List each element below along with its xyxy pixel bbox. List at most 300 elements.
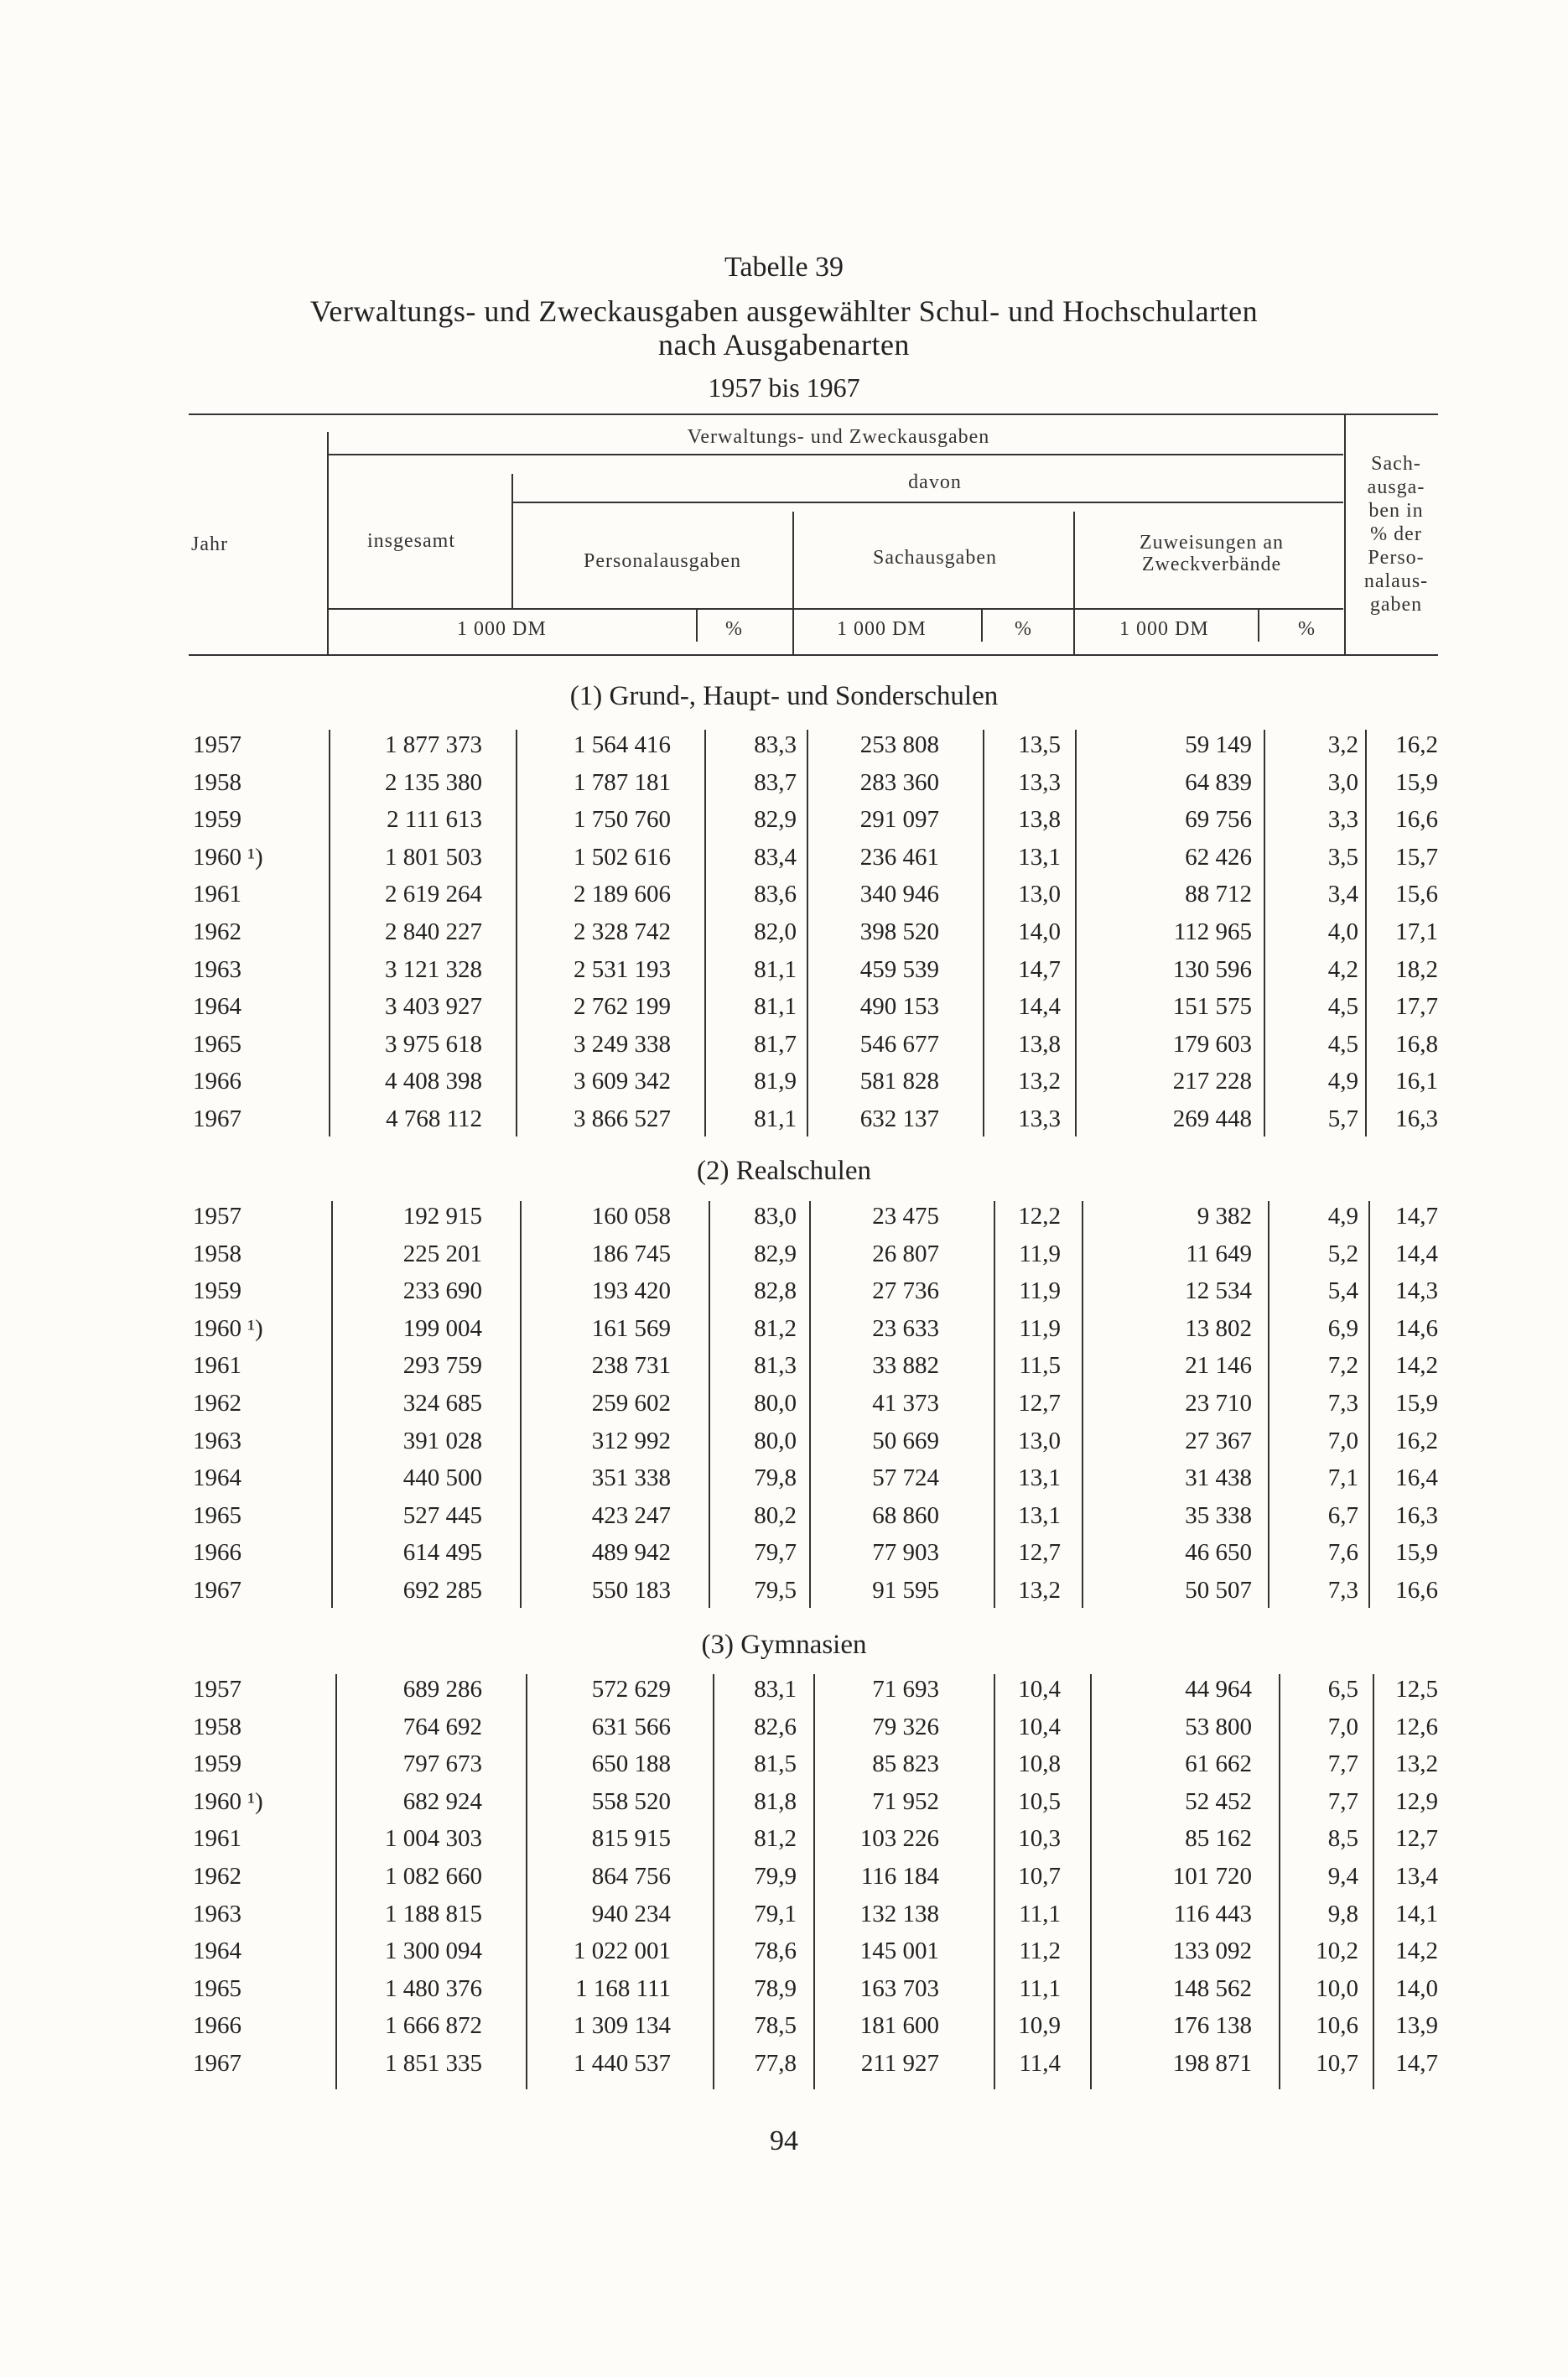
header-ratio-l1: Sach- (1371, 453, 1421, 475)
cell-personal: 351 338 (591, 1464, 671, 1492)
cell-year: 1958 (193, 768, 241, 796)
header-davon: davon (908, 471, 962, 493)
cell-zuweisungen-pct: 3,5 (1327, 843, 1358, 871)
cell-personal: 650 188 (591, 1750, 671, 1778)
cell-zuweisungen-pct: 9,4 (1327, 1863, 1358, 1890)
sec0-vsep-2 (516, 730, 517, 1136)
cell-zuweisungen: 88 712 (1185, 881, 1252, 908)
cell-personal-pct: 82,8 (754, 1277, 797, 1305)
cell-personal: 1 502 616 (574, 843, 671, 871)
cell-sach-pct: 12,2 (1018, 1203, 1061, 1230)
cell-year: 1967 (193, 1577, 241, 1604)
header-jahr: Jahr (191, 533, 228, 555)
cell-personal: 423 247 (591, 1501, 671, 1529)
cell-year: 1966 (193, 1068, 241, 1095)
cell-sach: 132 138 (859, 1900, 939, 1927)
section-title-grundschulen: (1) Grund-, Haupt- und Sonderschulen (569, 681, 999, 711)
cell-personal: 2 531 193 (574, 955, 671, 983)
cell-sach-ratio: 16,3 (1395, 1105, 1438, 1132)
cell-personal-pct: 81,3 (754, 1352, 797, 1380)
header-vsep-ins (511, 474, 513, 608)
cell-personal: 558 520 (591, 1787, 671, 1815)
table-row (0, 1241, 1568, 1277)
cell-personal: 193 420 (591, 1277, 671, 1305)
cell-personal-pct: 80,2 (754, 1501, 797, 1529)
cell-zuweisungen: 44 964 (1185, 1676, 1252, 1703)
cell-sach: 236 461 (859, 843, 939, 871)
table-title-line2: nach Ausgabenarten (658, 328, 910, 361)
cell-sach-pct: 14,7 (1018, 955, 1061, 983)
cell-zuweisungen: 85 162 (1185, 1825, 1252, 1853)
cell-year: 1957 (193, 1203, 241, 1230)
sec1-vsep-4 (809, 1201, 811, 1608)
cell-zuweisungen: 179 603 (1172, 1030, 1252, 1058)
cell-sach-pct: 13,0 (1018, 1427, 1061, 1454)
cell-sach-pct: 10,4 (1018, 1676, 1061, 1703)
cell-personal: 1 440 537 (574, 2050, 671, 2077)
cell-zuweisungen-pct: 3,0 (1327, 768, 1358, 796)
cell-sach: 211 927 (860, 2050, 939, 2077)
cell-sach-ratio: 14,2 (1395, 1937, 1438, 1965)
header-top-rule (189, 414, 1438, 415)
cell-year: 1957 (193, 1676, 241, 1703)
cell-year: 1960 ¹) (193, 843, 263, 871)
cell-year: 1963 (193, 1900, 241, 1927)
cell-sach: 71 693 (872, 1676, 939, 1703)
cell-personal-pct: 81,5 (754, 1750, 797, 1778)
cell-sach-ratio: 15,6 (1395, 881, 1438, 908)
cell-insgesamt: 3 121 328 (385, 955, 482, 983)
cell-sach-ratio: 16,6 (1395, 806, 1438, 834)
cell-personal: 1 309 134 (574, 2012, 671, 2040)
cell-year: 1957 (193, 731, 241, 758)
cell-personal: 815 915 (591, 1825, 671, 1853)
table-row (0, 1502, 1568, 1539)
cell-sach-pct: 11,9 (1019, 1314, 1061, 1342)
cell-insgesamt: 527 445 (402, 1501, 482, 1529)
table-row (0, 1714, 1568, 1750)
table-row (0, 1031, 1568, 1068)
cell-zuweisungen-pct: 5,7 (1327, 1105, 1358, 1132)
table-row (0, 2012, 1568, 2049)
cell-insgesamt: 4 768 112 (386, 1105, 482, 1132)
section-title-realschulen: (2) Realschulen (696, 1156, 871, 1186)
table-row (0, 2050, 1568, 2087)
cell-zuweisungen: 52 452 (1185, 1787, 1252, 1815)
sec2-vsep-8 (1373, 1674, 1374, 2089)
cell-zuweisungen-pct: 4,5 (1327, 1030, 1358, 1058)
cell-sach-pct: 13,3 (1018, 1105, 1061, 1132)
cell-zuweisungen-pct: 7,2 (1327, 1352, 1358, 1380)
cell-zuweisungen: 9 382 (1197, 1203, 1252, 1230)
cell-sach-pct: 12,7 (1018, 1390, 1061, 1417)
cell-personal: 312 992 (591, 1427, 671, 1454)
cell-sach-ratio: 13,4 (1395, 1863, 1438, 1890)
cell-sach-ratio: 15,9 (1395, 768, 1438, 796)
cell-zuweisungen-pct: 7,3 (1327, 1577, 1358, 1604)
cell-zuweisungen: 50 507 (1185, 1577, 1252, 1604)
cell-insgesamt: 2 840 227 (385, 918, 482, 945)
table-row (0, 1390, 1568, 1427)
header-vsep-unit3 (1258, 608, 1259, 642)
cell-sach: 85 823 (872, 1750, 939, 1778)
cell-sach-pct: 11,2 (1019, 1937, 1061, 1965)
cell-sach-ratio: 16,2 (1395, 731, 1438, 758)
cell-zuweisungen: 21 146 (1185, 1352, 1252, 1380)
cell-sach-pct: 13,2 (1018, 1068, 1061, 1095)
cell-insgesamt: 2 135 380 (385, 768, 482, 796)
cell-insgesamt: 1 877 373 (385, 731, 482, 758)
header-unit-rule (329, 608, 1343, 610)
cell-sach-pct: 13,5 (1018, 731, 1061, 758)
cell-sach-pct: 11,1 (1019, 1900, 1061, 1927)
cell-zuweisungen-pct: 4,0 (1327, 918, 1358, 945)
table-row (0, 881, 1568, 918)
table-row (0, 918, 1568, 955)
cell-sach: 459 539 (859, 955, 939, 983)
cell-insgesamt: 692 285 (402, 1577, 482, 1604)
cell-insgesamt: 2 111 613 (387, 806, 482, 834)
date-range: 1957 bis 1967 (708, 372, 860, 403)
cell-insgesamt: 1 801 503 (385, 843, 482, 871)
cell-zuweisungen: 23 710 (1185, 1390, 1252, 1417)
cell-insgesamt: 1 480 376 (385, 1974, 482, 2002)
cell-sach-ratio: 15,9 (1395, 1539, 1438, 1567)
cell-personal-pct: 82,6 (754, 1713, 797, 1740)
cell-insgesamt: 614 495 (402, 1539, 482, 1567)
cell-sach-ratio: 16,6 (1395, 1577, 1438, 1604)
cell-insgesamt: 391 028 (402, 1427, 482, 1454)
cell-personal: 259 602 (591, 1390, 671, 1417)
cell-zuweisungen: 61 662 (1185, 1750, 1252, 1778)
cell-sach-ratio: 14,7 (1395, 1203, 1438, 1230)
cell-personal: 572 629 (591, 1676, 671, 1703)
cell-personal-pct: 82,9 (754, 1240, 797, 1267)
unit-dm-2: 1 000 DM (837, 618, 927, 640)
cell-zuweisungen-pct: 10,7 (1316, 2050, 1358, 2077)
cell-sach: 291 097 (859, 806, 939, 834)
cell-zuweisungen: 151 575 (1172, 993, 1252, 1021)
header-vsep-jahr (327, 432, 329, 654)
cell-sach-pct: 11,4 (1019, 2050, 1061, 2077)
cell-sach: 23 475 (872, 1203, 939, 1230)
cell-insgesamt: 3 403 927 (385, 993, 482, 1021)
cell-zuweisungen-pct: 6,7 (1327, 1501, 1358, 1529)
cell-sach: 41 373 (872, 1390, 939, 1417)
table-row (0, 993, 1568, 1030)
cell-personal: 2 762 199 (574, 993, 671, 1021)
cell-sach-pct: 10,9 (1018, 2012, 1061, 2040)
cell-zuweisungen: 35 338 (1185, 1501, 1252, 1529)
header-group: Verwaltungs- und Zweckausgaben (687, 426, 990, 448)
sec1-vsep-2 (520, 1201, 522, 1608)
cell-zuweisungen: 217 228 (1172, 1068, 1252, 1095)
cell-personal-pct: 78,5 (754, 2012, 797, 2040)
cell-personal-pct: 81,2 (754, 1825, 797, 1853)
cell-zuweisungen-pct: 4,9 (1327, 1068, 1358, 1095)
cell-sach: 181 600 (859, 2012, 939, 2040)
cell-sach-pct: 11,5 (1019, 1352, 1061, 1380)
header-vsep-pa (792, 512, 794, 654)
cell-insgesamt: 797 673 (402, 1750, 482, 1778)
cell-sach-ratio: 14,6 (1395, 1314, 1438, 1342)
cell-sach: 91 595 (872, 1577, 939, 1604)
sec2-vsep-1 (335, 1674, 337, 2089)
cell-sach-pct: 11,9 (1019, 1277, 1061, 1305)
unit-dm-3: 1 000 DM (1119, 618, 1209, 640)
sec2-vsep-3 (713, 1674, 714, 2089)
header-ratio-l7: gaben (1369, 594, 1423, 616)
sec0-vsep-4 (807, 730, 808, 1136)
header-vsep-unit2 (981, 608, 983, 642)
cell-insgesamt: 440 500 (402, 1464, 482, 1492)
sec2-vsep-2 (526, 1674, 527, 2089)
cell-sach-ratio: 14,0 (1395, 1974, 1438, 2002)
cell-sach-ratio: 12,5 (1395, 1676, 1438, 1703)
cell-zuweisungen-pct: 7,0 (1327, 1427, 1358, 1454)
cell-sach-ratio: 15,9 (1395, 1390, 1438, 1417)
cell-zuweisungen: 12 534 (1185, 1277, 1252, 1305)
cell-insgesamt: 1 188 815 (385, 1900, 482, 1927)
cell-year: 1966 (193, 2012, 241, 2040)
cell-sach-pct: 13,2 (1018, 1577, 1061, 1604)
cell-personal-pct: 79,9 (754, 1863, 797, 1890)
cell-year: 1959 (193, 1750, 241, 1778)
cell-year: 1964 (193, 1937, 241, 1965)
cell-personal-pct: 83,6 (754, 881, 797, 908)
cell-sach: 253 808 (859, 731, 939, 758)
header-zuweisungen-l1: Zuweisungen an (1140, 532, 1284, 554)
cell-sach-pct: 14,0 (1018, 918, 1061, 945)
table-row (0, 1863, 1568, 1900)
cell-insgesamt: 1 082 660 (385, 1863, 482, 1890)
cell-personal-pct: 81,1 (754, 1105, 797, 1132)
sec1-vsep-5 (994, 1201, 995, 1608)
cell-personal-pct: 81,9 (754, 1068, 797, 1095)
cell-personal: 161 569 (591, 1314, 671, 1342)
cell-sach-ratio: 14,2 (1395, 1352, 1438, 1380)
cell-year: 1963 (193, 955, 241, 983)
table-row (0, 1975, 1568, 2012)
cell-insgesamt: 2 619 264 (385, 881, 482, 908)
header-sach: Sachausgaben (873, 547, 997, 569)
cell-year: 1959 (193, 1277, 241, 1305)
cell-zuweisungen-pct: 6,5 (1327, 1676, 1358, 1703)
cell-year: 1959 (193, 806, 241, 834)
table-row (0, 731, 1568, 768)
table-row (0, 1901, 1568, 1937)
cell-zuweisungen-pct: 10,6 (1316, 2012, 1358, 2040)
cell-zuweisungen: 64 839 (1185, 768, 1252, 796)
cell-year: 1960 ¹) (193, 1787, 263, 1815)
cell-insgesamt: 293 759 (402, 1352, 482, 1380)
cell-zuweisungen: 116 443 (1173, 1900, 1252, 1927)
table-row (0, 1068, 1568, 1105)
sec2-vsep-5 (994, 1674, 995, 2089)
cell-sach: 23 633 (872, 1314, 939, 1342)
cell-personal-pct: 83,4 (754, 843, 797, 871)
cell-insgesamt: 1 300 094 (385, 1937, 482, 1965)
sec1-vsep-7 (1268, 1201, 1269, 1608)
cell-personal-pct: 79,8 (754, 1464, 797, 1492)
sec1-vsep-1 (331, 1201, 333, 1608)
cell-insgesamt: 225 201 (402, 1240, 482, 1267)
cell-personal-pct: 83,1 (754, 1676, 797, 1703)
cell-personal: 3 609 342 (574, 1068, 671, 1095)
cell-sach-pct: 13,1 (1018, 843, 1061, 871)
cell-personal: 1 168 111 (575, 1974, 671, 2002)
cell-personal-pct: 83,7 (754, 768, 797, 796)
header-ratio-l4: % der (1370, 523, 1422, 545)
cell-zuweisungen-pct: 3,3 (1327, 806, 1358, 834)
table-row (0, 769, 1568, 806)
table-row (0, 1539, 1568, 1576)
cell-zuweisungen-pct: 4,2 (1327, 955, 1358, 983)
header-ratio-l5: Perso- (1368, 547, 1425, 569)
cell-year: 1966 (193, 1539, 241, 1567)
cell-sach-pct: 10,3 (1018, 1825, 1061, 1853)
cell-year: 1965 (193, 1501, 241, 1529)
cell-personal: 2 189 606 (574, 881, 671, 908)
cell-sach: 50 669 (872, 1427, 939, 1454)
cell-personal-pct: 79,1 (754, 1900, 797, 1927)
cell-year: 1961 (193, 881, 241, 908)
cell-personal: 3 866 527 (574, 1105, 671, 1132)
table-row (0, 1464, 1568, 1501)
cell-sach: 490 153 (859, 993, 939, 1021)
cell-insgesamt: 1 851 335 (385, 2050, 482, 2077)
cell-personal-pct: 82,9 (754, 806, 797, 834)
cell-year: 1958 (193, 1713, 241, 1740)
cell-sach: 398 520 (859, 918, 939, 945)
cell-sach-pct: 10,5 (1018, 1787, 1061, 1815)
sec1-vsep-6 (1082, 1201, 1083, 1608)
cell-zuweisungen: 53 800 (1185, 1713, 1252, 1740)
table-number: Tabelle 39 (724, 252, 844, 283)
section-title-gymnasien: (3) Gymnasien (701, 1630, 867, 1660)
table-row (0, 1937, 1568, 1974)
cell-personal: 550 183 (591, 1577, 671, 1604)
table-row (0, 844, 1568, 881)
cell-insgesamt: 233 690 (402, 1277, 482, 1305)
sec0-vsep-5 (983, 730, 984, 1136)
cell-insgesamt: 689 286 (402, 1676, 482, 1703)
cell-year: 1962 (193, 918, 241, 945)
cell-sach-pct: 10,7 (1018, 1863, 1061, 1890)
cell-sach: 27 736 (872, 1277, 939, 1305)
cell-insgesamt: 682 924 (402, 1787, 482, 1815)
header-group-rule (329, 454, 1343, 455)
cell-year: 1967 (193, 2050, 241, 2077)
header-bottom-rule (189, 654, 1438, 656)
cell-personal-pct: 79,7 (754, 1539, 797, 1567)
cell-personal-pct: 79,5 (754, 1577, 797, 1604)
cell-sach-pct: 12,7 (1018, 1539, 1061, 1567)
cell-sach: 145 001 (859, 1937, 939, 1965)
cell-sach-pct: 11,9 (1019, 1240, 1061, 1267)
cell-personal: 864 756 (591, 1863, 671, 1890)
cell-personal: 1 750 760 (574, 806, 671, 834)
table-row (0, 1352, 1568, 1389)
cell-year: 1962 (193, 1863, 241, 1890)
cell-personal: 940 234 (591, 1900, 671, 1927)
sec0-vsep-6 (1075, 730, 1077, 1136)
table-row (0, 1428, 1568, 1464)
cell-personal: 1 564 416 (574, 731, 671, 758)
cell-sach: 632 137 (859, 1105, 939, 1132)
cell-sach: 77 903 (872, 1539, 939, 1567)
cell-sach: 163 703 (859, 1974, 939, 2002)
header-ratio-l6: nalaus- (1363, 570, 1429, 592)
cell-sach: 57 724 (872, 1464, 939, 1492)
header-vsep-sa (1073, 512, 1075, 654)
cell-sach-pct: 13,3 (1018, 768, 1061, 796)
cell-sach-pct: 11,1 (1019, 1974, 1061, 2002)
cell-personal-pct: 83,3 (754, 731, 797, 758)
cell-zuweisungen: 148 562 (1172, 1974, 1252, 2002)
cell-sach-pct: 13,8 (1018, 1030, 1061, 1058)
cell-insgesamt: 1 666 872 (385, 2012, 482, 2040)
cell-sach-ratio: 14,7 (1395, 2050, 1438, 2077)
cell-zuweisungen-pct: 3,4 (1327, 881, 1358, 908)
cell-personal: 489 942 (591, 1539, 671, 1567)
cell-year: 1962 (193, 1390, 241, 1417)
cell-insgesamt: 3 975 618 (385, 1030, 482, 1058)
cell-zuweisungen-pct: 7,3 (1327, 1390, 1358, 1417)
cell-zuweisungen-pct: 8,5 (1327, 1825, 1358, 1853)
header-davon-rule (513, 502, 1343, 503)
cell-personal: 160 058 (591, 1203, 671, 1230)
sec2-vsep-4 (813, 1674, 815, 2089)
cell-sach: 68 860 (872, 1501, 939, 1529)
cell-sach: 71 952 (872, 1787, 939, 1815)
table-row (0, 1788, 1568, 1825)
cell-year: 1964 (193, 1464, 241, 1492)
cell-zuweisungen: 13 802 (1185, 1314, 1252, 1342)
cell-insgesamt: 4 408 398 (385, 1068, 482, 1095)
cell-sach-ratio: 13,9 (1395, 2012, 1438, 2040)
cell-zuweisungen: 59 149 (1185, 731, 1252, 758)
header-zuweisungen-l2: Zweckverbände (1141, 554, 1282, 575)
cell-sach: 26 807 (872, 1240, 939, 1267)
cell-personal-pct: 77,8 (754, 2050, 797, 2077)
cell-sach-ratio: 12,9 (1395, 1787, 1438, 1815)
cell-sach-pct: 14,4 (1018, 993, 1061, 1021)
cell-insgesamt: 324 685 (402, 1390, 482, 1417)
cell-personal-pct: 80,0 (754, 1390, 797, 1417)
sec0-vsep-3 (704, 730, 706, 1136)
cell-sach-ratio: 16,1 (1395, 1068, 1438, 1095)
header-personal: Personalausgaben (584, 550, 741, 572)
cell-sach-ratio: 16,4 (1395, 1464, 1438, 1492)
cell-personal: 3 249 338 (574, 1030, 671, 1058)
cell-insgesamt: 199 004 (402, 1314, 482, 1342)
unit-pct-3: % (1298, 618, 1316, 640)
cell-sach-pct: 13,0 (1018, 881, 1061, 908)
cell-sach-ratio: 13,2 (1395, 1750, 1438, 1778)
cell-personal-pct: 83,0 (754, 1203, 797, 1230)
table-row (0, 1577, 1568, 1614)
table-row (0, 1825, 1568, 1862)
cell-zuweisungen-pct: 7,7 (1327, 1787, 1358, 1815)
cell-zuweisungen-pct: 7,1 (1327, 1464, 1358, 1492)
cell-year: 1965 (193, 1030, 241, 1058)
cell-sach-pct: 13,8 (1018, 806, 1061, 834)
cell-year: 1961 (193, 1352, 241, 1380)
cell-zuweisungen-pct: 5,2 (1327, 1240, 1358, 1267)
cell-personal-pct: 81,1 (754, 993, 797, 1021)
cell-sach-ratio: 15,7 (1395, 843, 1438, 871)
